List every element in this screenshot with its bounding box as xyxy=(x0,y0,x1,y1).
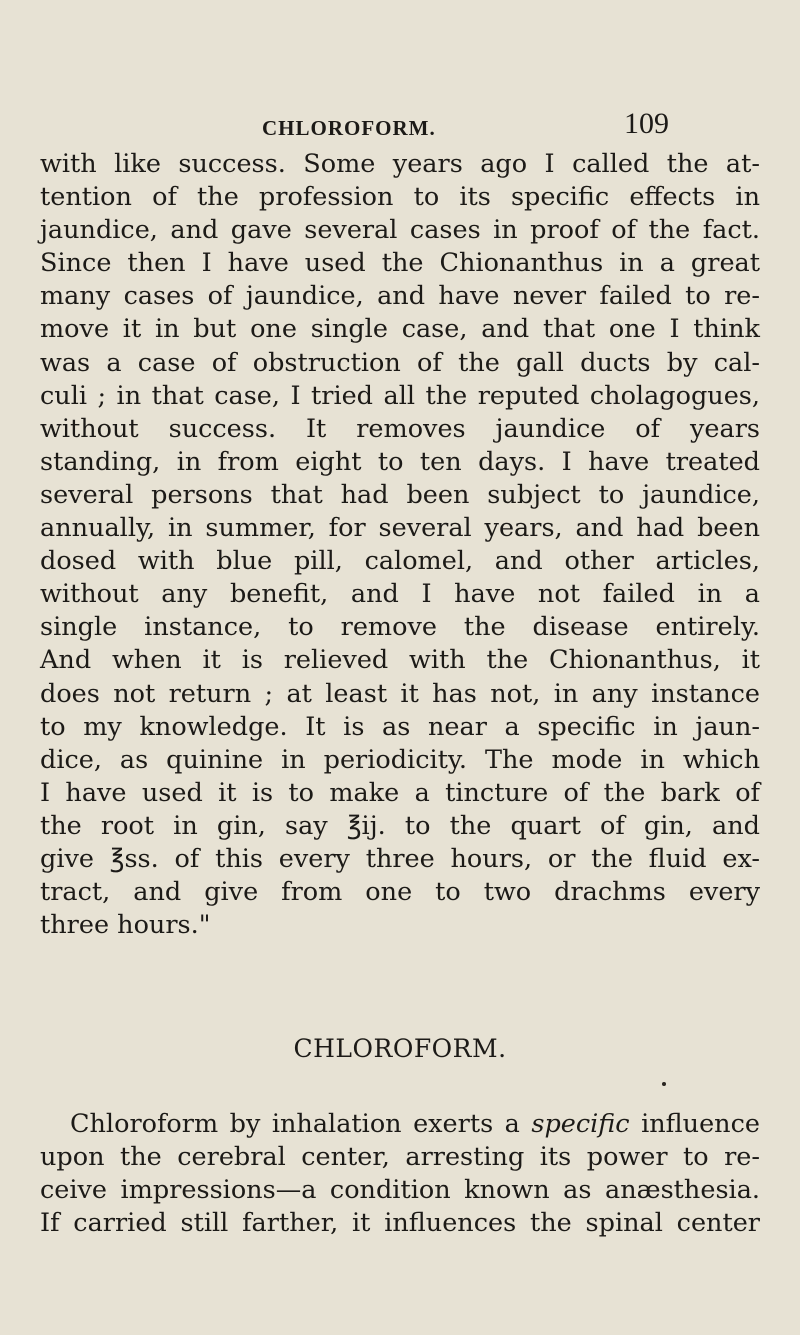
text-line: move it in but one single case, and that one I think xyxy=(40,314,760,345)
text-line: culi ; in that case, I tried all the reputed cholagogues, xyxy=(40,380,760,411)
text-line: three hours." xyxy=(40,910,211,941)
text-line: without success. It removes jaundice of years xyxy=(40,413,760,444)
text-line: give ℥ss. of this every three hours, or the fluid ex- xyxy=(40,843,760,874)
running-head xyxy=(0,104,800,144)
text-line: Since then I have used the Chionanthus in a great xyxy=(40,248,760,279)
text-line: ceive impressions—a condition known as anæsthesia. xyxy=(40,1175,760,1206)
running-title: CHLOROFORM. xyxy=(262,116,436,140)
text-run: Chloroform by inhalation exerts a xyxy=(70,1109,532,1139)
text-line: tention of the profession to its specific effects in xyxy=(40,182,760,213)
text-run: influence xyxy=(629,1109,760,1139)
text-line: many cases of jaundice, and have never failed to re- xyxy=(40,281,760,312)
text-line: And when it is relieved with the Chionanthus, it xyxy=(40,645,760,676)
text-line: was a case of obstruction of the gall ducts by cal- xyxy=(40,347,760,378)
text-line: I have used it is to make a tincture of the bark of xyxy=(40,777,760,808)
text-line: the root in gin, say ℥ij. to the quart of gin, and xyxy=(40,810,760,841)
body-paragraph xyxy=(40,148,760,942)
text-line: to my knowledge. It is as near a specific in jaun- xyxy=(40,711,760,742)
text-line: upon the cerebral center, arresting its power to re- xyxy=(40,1142,760,1173)
text-line: annually, in summer, for several years, and had been xyxy=(40,513,760,544)
text-line: tract, and give from one to two drachms every xyxy=(40,877,760,908)
text-line: with like success. Some years ago I called the at- xyxy=(40,149,760,179)
text-line: without any benefit, and I have not failed in a xyxy=(40,579,760,610)
text-line: If carried still farther, it influences the spinal center xyxy=(40,1208,760,1239)
text-line: does not return ; at least it has not, in any instance xyxy=(40,678,760,709)
section-paragraph xyxy=(40,1108,760,1240)
text-line: dice, as quinine in periodicity. The mode in which xyxy=(40,744,760,775)
text-line: single instance, to remove the disease entirely. xyxy=(40,612,760,643)
text-line: several persons that had been subject to jaundice, xyxy=(40,479,760,510)
text-line xyxy=(40,1108,760,1141)
section-heading: CHLOROFORM. xyxy=(293,1034,507,1063)
print-speck xyxy=(662,1082,666,1086)
emphasis-text: specific xyxy=(531,1109,630,1139)
text-line: jaundice, and gave several cases in proof of the fact. xyxy=(40,215,760,246)
text-line: dosed with blue pill, calomel, and other articles, xyxy=(40,546,760,577)
text-line: standing, in from eight to ten days. I have treated xyxy=(40,446,760,477)
page-number: 109 xyxy=(624,107,669,140)
